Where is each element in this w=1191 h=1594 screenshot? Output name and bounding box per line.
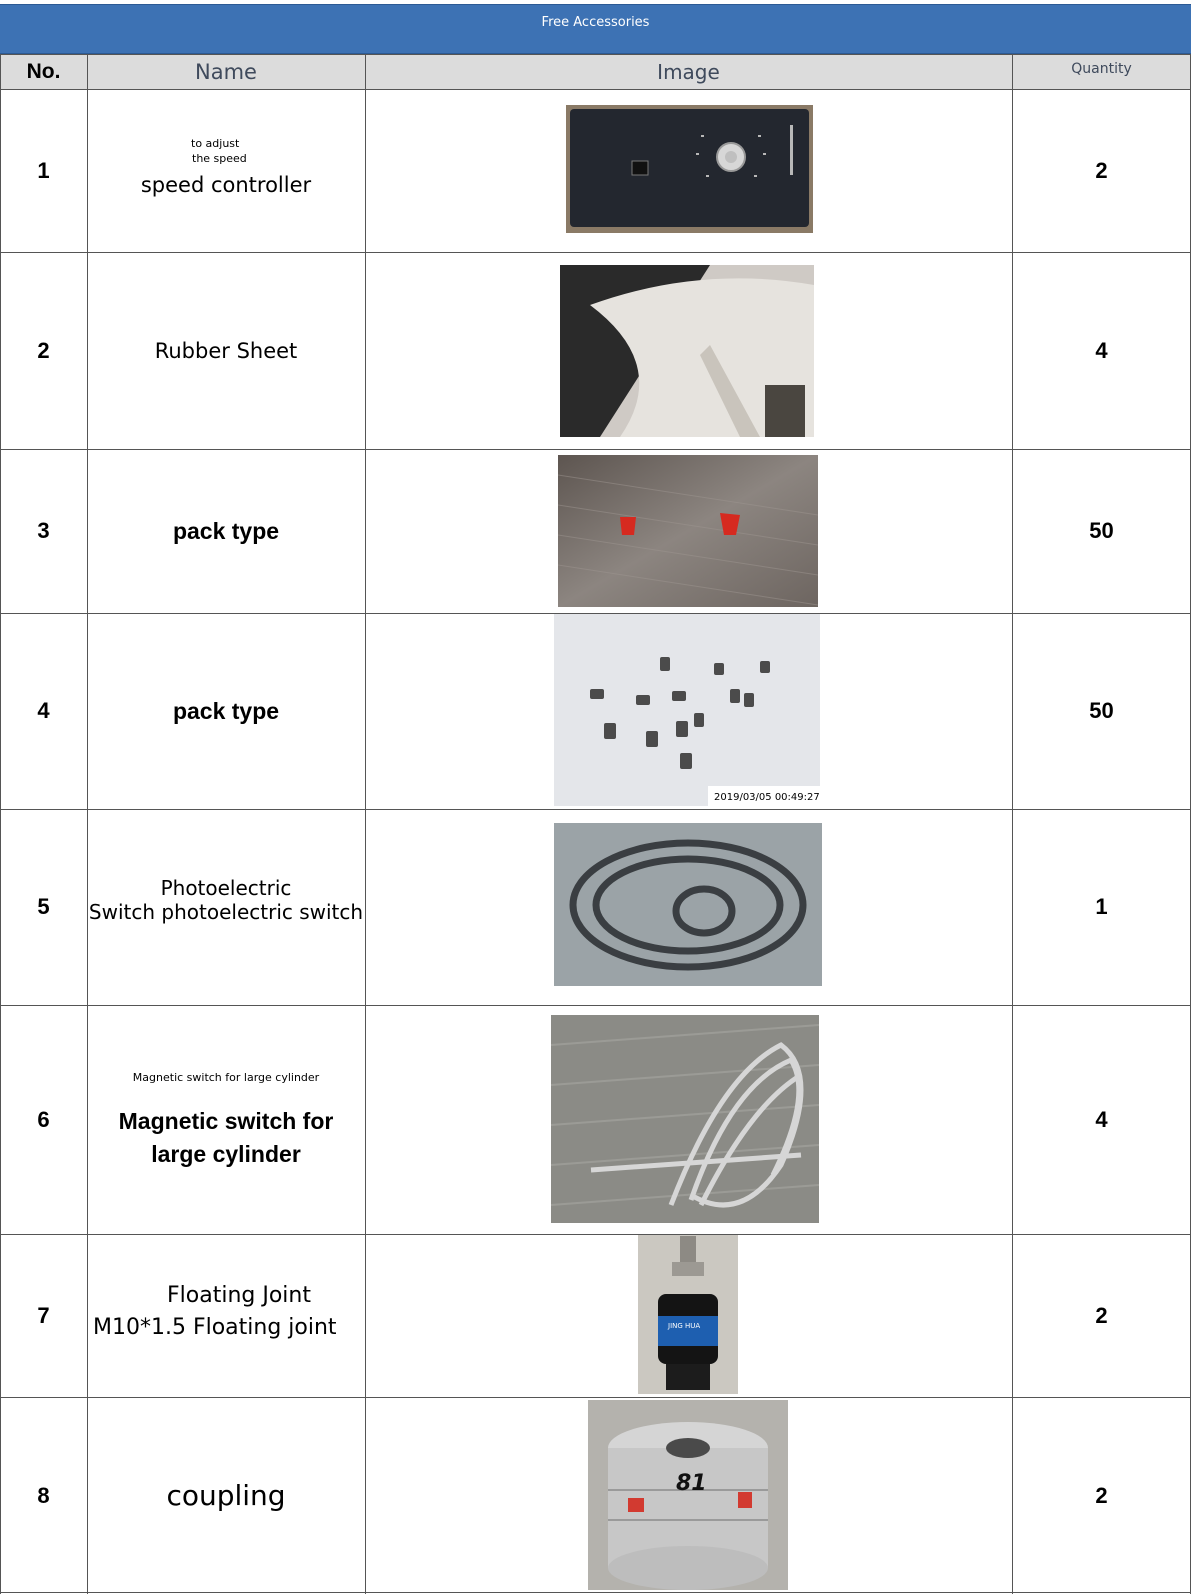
row-2-quantity: 4 — [1095, 337, 1108, 363]
red-suction-cups-photo — [558, 455, 818, 607]
row-1-name-cell — [87, 89, 365, 252]
header-name: Name — [87, 55, 365, 89]
row-1-quantity: 2 — [1095, 157, 1108, 183]
metal-fittings-photo — [554, 613, 820, 806]
row-7-no: 7 — [37, 1302, 50, 1328]
row-5-quantity: 1 — [1095, 894, 1108, 919]
row-8-no: 8 — [37, 1482, 50, 1508]
row-6-quantity: 4 — [1095, 1106, 1108, 1132]
row-6-name-line2: large cylinder — [151, 1141, 301, 1167]
speed-controller-photo — [566, 105, 813, 233]
row-4-quantity: 50 — [1089, 698, 1114, 723]
row-6-name-line1: Magnetic switch for — [118, 1108, 334, 1134]
row-2-no: 2 — [37, 337, 50, 363]
row-7-name-line1: Floating Joint — [167, 1283, 311, 1308]
row-1-note-line2: the speed — [192, 152, 247, 165]
row-5-no: 5 — [37, 894, 50, 919]
title-bar — [0, 4, 1191, 54]
row-1-note-line1: to adjust — [191, 137, 240, 150]
row-6-name-cell — [87, 1005, 365, 1234]
row-8-name: coupling — [166, 1478, 286, 1512]
row-1-name: speed controller — [140, 173, 312, 197]
row-3-name: pack type — [172, 517, 280, 544]
table-title: Free Accessories — [541, 15, 650, 30]
row-8-quantity: 2 — [1095, 1482, 1108, 1508]
divider — [87, 54, 88, 1594]
photoelectric-switch-photo — [554, 823, 822, 986]
row-6-no: 6 — [37, 1106, 50, 1132]
row-6-note: Magnetic switch for large cylinder — [132, 1071, 320, 1084]
header-image: Image — [365, 55, 1012, 89]
coupling-marking: 81 — [676, 1471, 707, 1496]
row-3-quantity: 50 — [1089, 518, 1114, 543]
floating-joint-photo — [638, 1234, 738, 1394]
row-5-name-line2: Switch photoelectric switch — [88, 900, 364, 924]
row-4-name: pack type — [172, 697, 280, 724]
row-1-no: 1 — [37, 157, 50, 183]
row-5-name-cell — [87, 809, 365, 1005]
coupling-photo — [588, 1400, 788, 1590]
row-4-no: 4 — [37, 698, 50, 723]
rubber-sheet-photo — [560, 265, 814, 437]
row-7-name-line2: M10*1.5 Floating joint — [93, 1315, 337, 1340]
row-3-no: 3 — [37, 518, 50, 543]
header-no: No. — [0, 55, 87, 89]
header-quantity: Quantity — [1012, 55, 1191, 89]
magnetic-switch-cable-photo — [551, 1015, 819, 1223]
row-2-name: Rubber Sheet — [154, 338, 298, 363]
row-7-quantity: 2 — [1095, 1302, 1108, 1328]
divider — [365, 54, 366, 1594]
photo-timestamp: 2019/03/05 00:49:27 — [714, 792, 820, 803]
row-7-name-cell — [87, 1234, 365, 1397]
floating-joint-label: JING HUA — [668, 1322, 701, 1330]
divider — [0, 54, 1, 1594]
row-5-name-line1: Photoelectric — [160, 876, 292, 900]
